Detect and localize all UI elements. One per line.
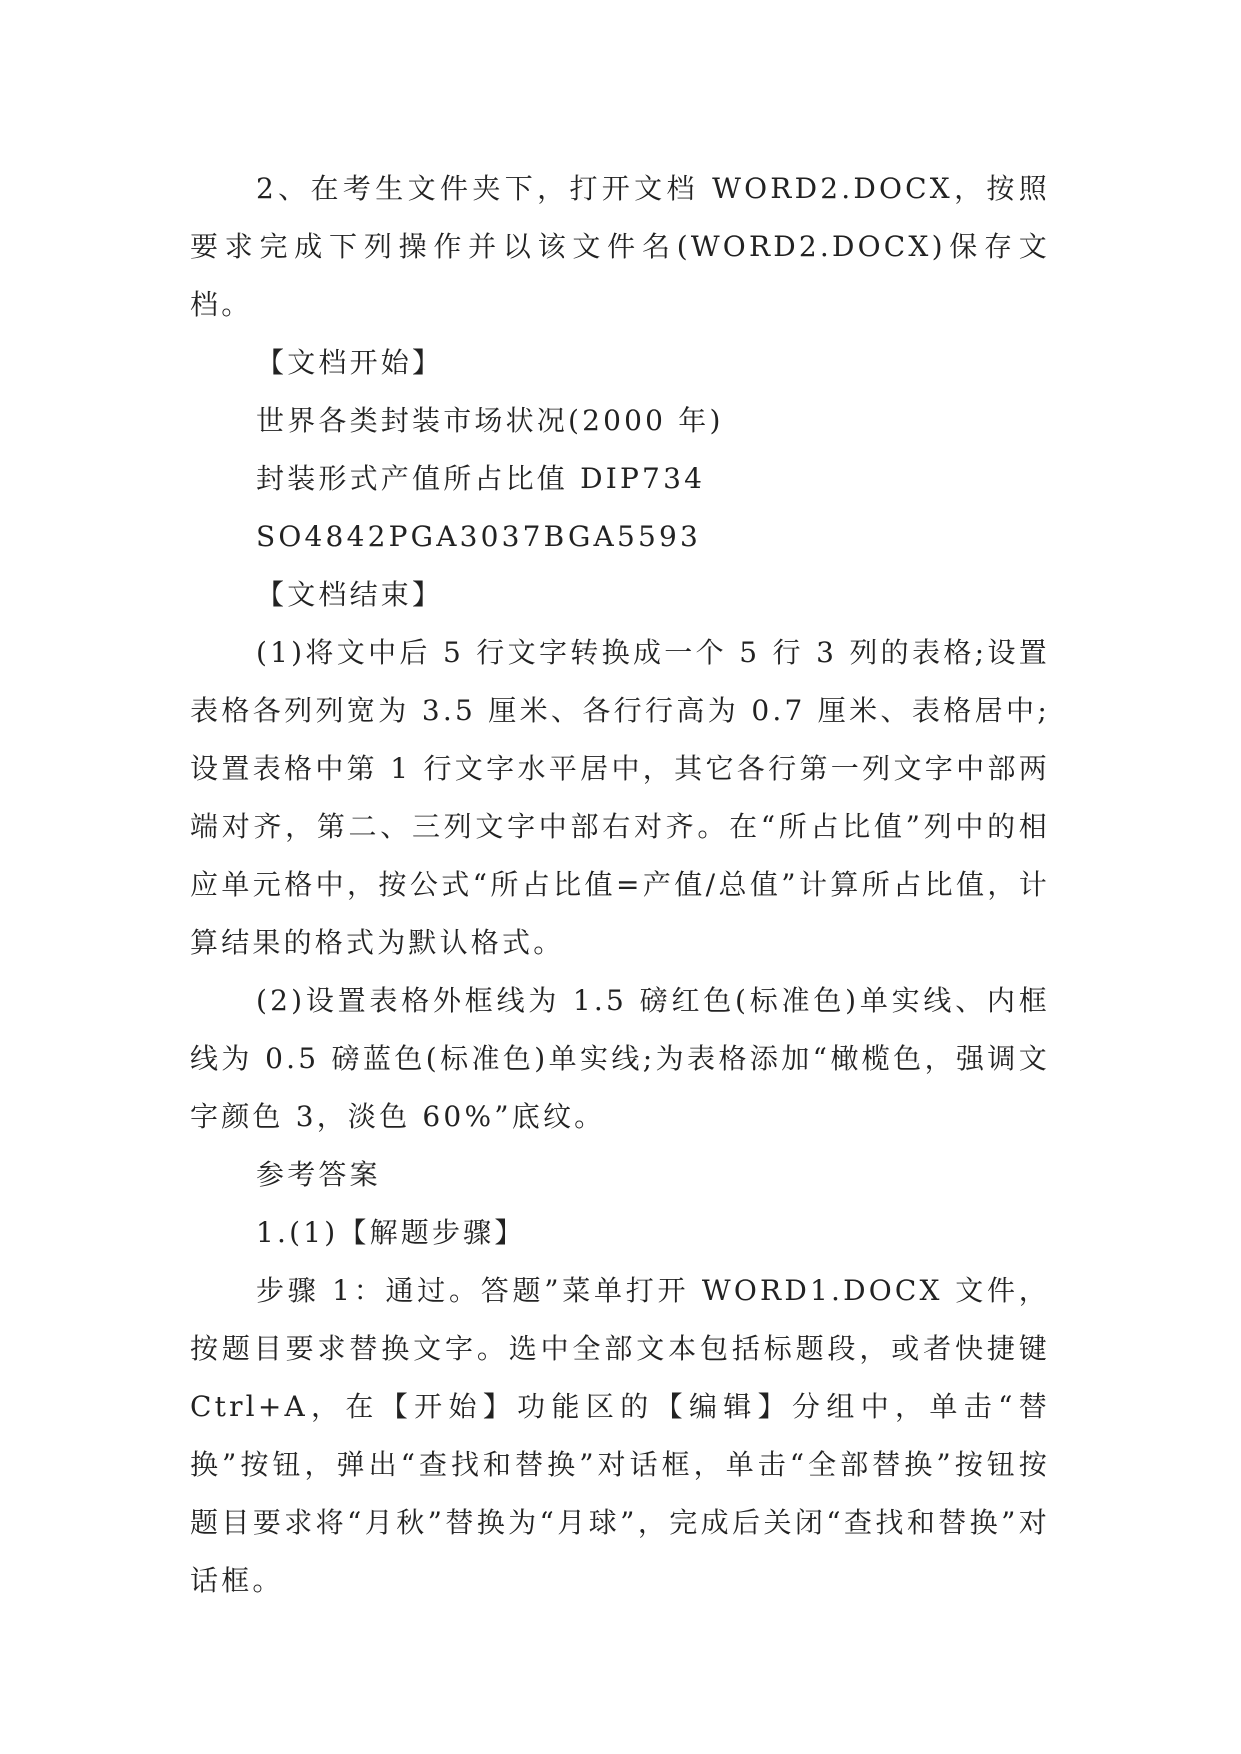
solution-steps-heading: 1.(1)【解题步骤】 bbox=[256, 1216, 526, 1249]
document-body bbox=[190, 160, 1050, 1610]
solution-step-1-paragraph: 步骤 1：通过。答题”菜单打开 WORD1.DOCX 文件，按题目要求替换文字。选中全部文本包括标题段，或者快捷键 Ctrl+A，在【开始】功能区的【编辑】分组中，单击“替换”按钮，弹出“查找和替换”对话框，单击“全部替换”按钮按题目要求将“月秋”替换为“月球”，完成后关闭“查找和替换”对话框。 bbox=[190, 1274, 1050, 1597]
document-end-marker: 【文档结束】 bbox=[256, 578, 444, 611]
document-data-line-1: 封装形式产值所占比值 DIP734 bbox=[256, 462, 706, 495]
document-start-marker: 【文档开始】 bbox=[256, 346, 444, 379]
document-data-line-2: SO4842PGA3037BGA5593 bbox=[256, 520, 702, 553]
requirement-1-paragraph: (1)将文中后 5 行文字转换成一个 5 行 3 列的表格;设置表格各列列宽为 3.5 厘米、各行行高为 0.7 厘米、表格居中;设置表格中第 1 行文字水平居中，其它各行第一列文字中部两端对齐，第二、三列文字中部右对齐。在“所占比值”列中的相应单元格中，按公式“所占比值=产值/总值”计算所占比值，计算结果的格式为默认格式。 bbox=[190, 636, 1050, 959]
task-instruction-paragraph: 2、在考生文件夹下，打开文档 WORD2.DOCX，按照要求完成下列操作并以该文件名(WORD2.DOCX)保存文档。 bbox=[190, 172, 1050, 321]
requirement-2-paragraph: (2)设置表格外框线为 1.5 磅红色(标准色)单实线、内框线为 0.5 磅蓝色(标准色)单实线;为表格添加“橄榄色，强调文字颜色 3，淡色 60%”底纹。 bbox=[190, 984, 1050, 1133]
document-title-line: 世界各类封装市场状况(2000 年) bbox=[256, 404, 724, 437]
reference-answer-heading: 参考答案 bbox=[256, 1158, 381, 1191]
